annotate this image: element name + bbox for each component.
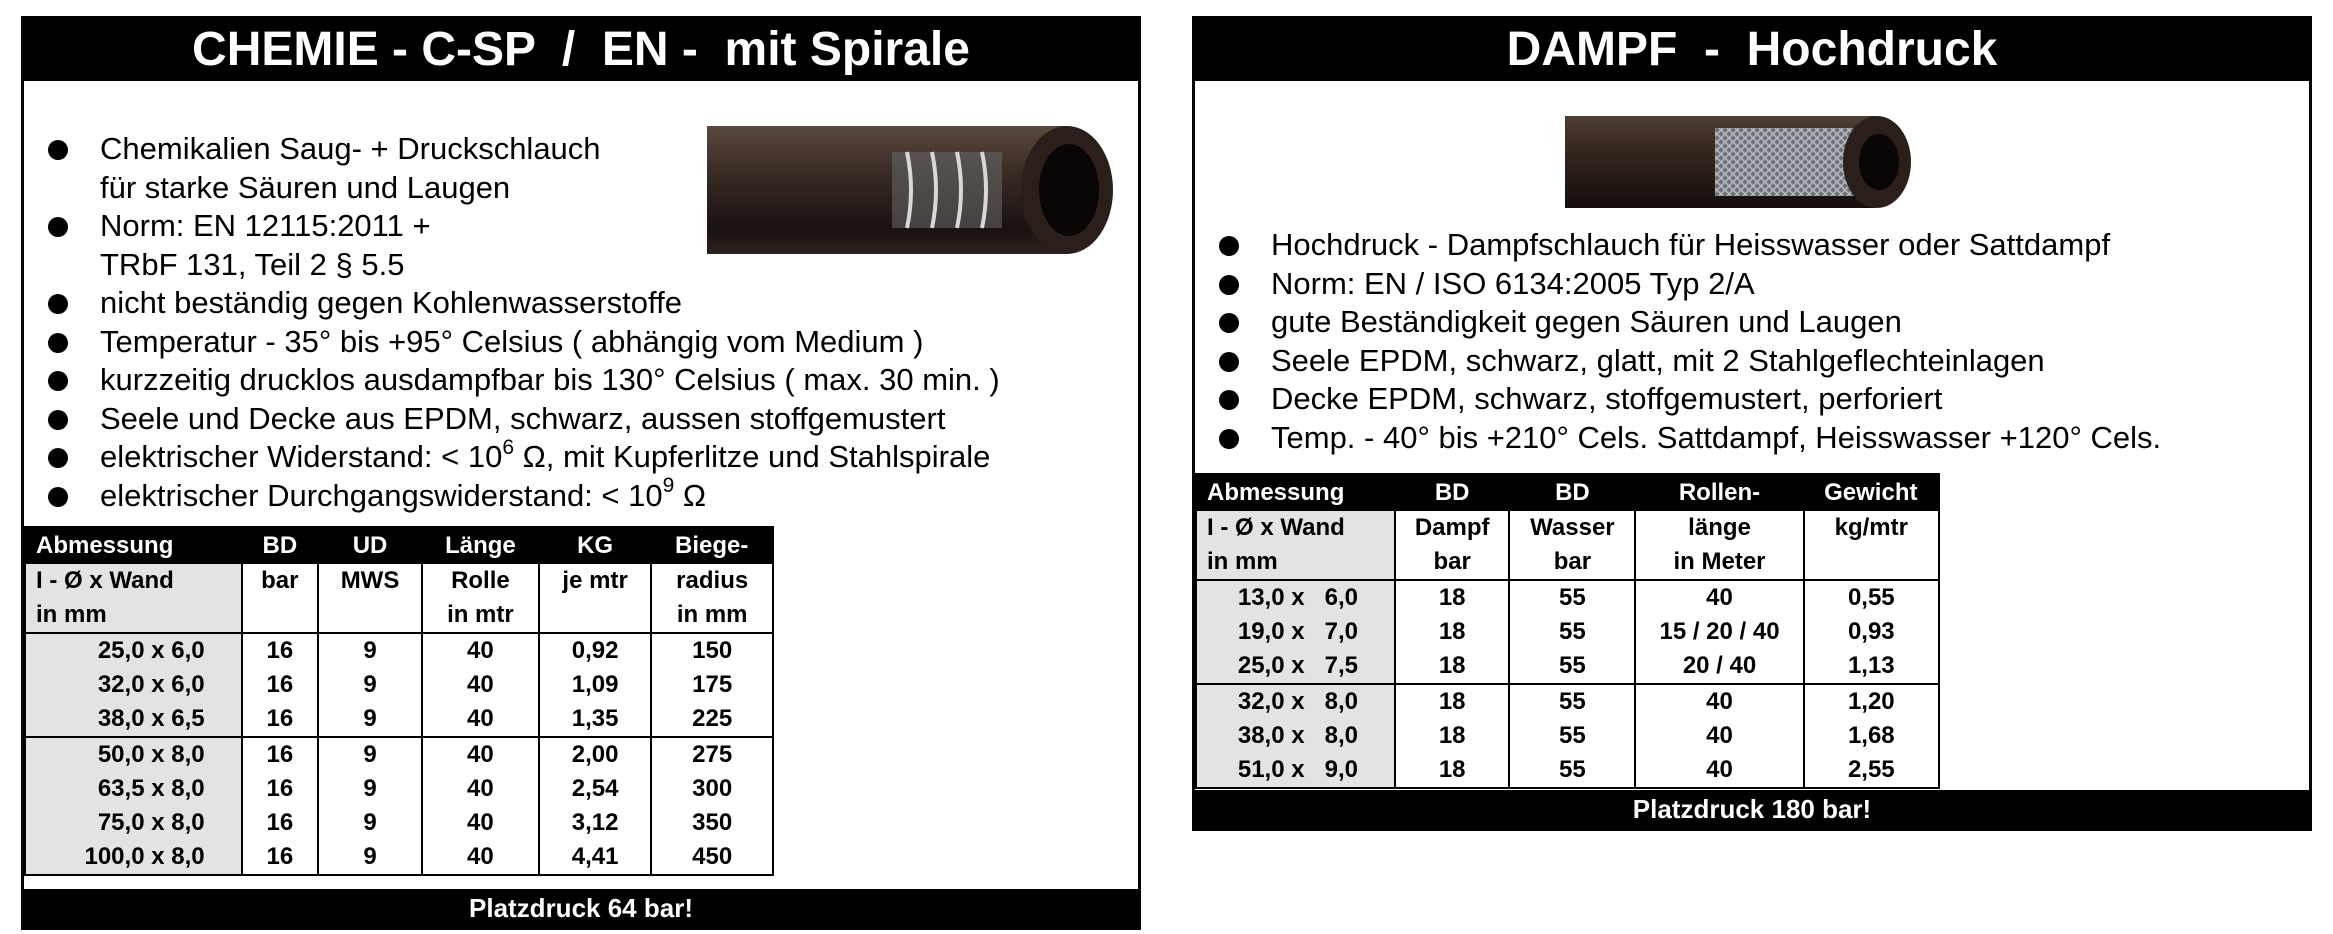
table-row — [1196, 753, 1939, 788]
table-cell: 16 — [242, 840, 318, 875]
table-cell: 2,00 — [539, 737, 652, 772]
table-cell: 16 — [242, 772, 318, 806]
list-item: nicht beständig gegen Kohlenwasserstoffe — [24, 284, 1134, 323]
table-cell: 9 — [318, 806, 422, 840]
bullet-icon — [1219, 352, 1239, 372]
list-item: elektrischer Widerstand: < $10^6$ Ω, mit Kupferlitze und Stahlspirale — [24, 438, 1134, 477]
dimension-cell: 63,5 x 8,0 — [25, 772, 242, 806]
table-cell: 9 — [318, 737, 422, 772]
table-cell: 40 — [1635, 580, 1803, 615]
bullet-icon — [48, 371, 68, 391]
dimension-cell: 38,0 x 8,0 — [1196, 719, 1395, 753]
table-cell: 9 — [318, 772, 422, 806]
bullet-icon — [1219, 275, 1239, 295]
table-cell: 55 — [1509, 753, 1635, 788]
table-cell: 3,12 — [539, 806, 652, 840]
list-item: Temperatur - 35° bis +95° Celsius ( abhängig vom Medium ) — [24, 323, 1134, 362]
table-cell: 40 — [422, 702, 539, 737]
table-row — [25, 772, 773, 806]
table-cell: 2,55 — [1804, 753, 1939, 788]
table-cell: 55 — [1509, 649, 1635, 684]
bullet-icon — [1219, 236, 1239, 256]
dimension-cell: 100,0 x 8,0 — [25, 840, 242, 875]
table-row — [25, 737, 773, 772]
table-cell: 2,54 — [539, 772, 652, 806]
dimension-cell: 32,0 x 6,0 — [25, 668, 242, 702]
table-cell: 40 — [422, 772, 539, 806]
table-cell: 1,13 — [1804, 649, 1939, 684]
dampf-feature-list — [1195, 226, 2305, 457]
dimension-cell: 13,0 x 6,0 — [1196, 580, 1395, 615]
table-header: Rollen- — [1635, 474, 1803, 511]
table-header: BD — [1395, 474, 1509, 511]
list-item: Decke EPDM, schwarz, stoffgemustert, perforiert — [1195, 380, 2305, 419]
table-cell: 40 — [422, 840, 539, 875]
dampf-table-body — [1196, 580, 1939, 788]
chemie-panel — [21, 16, 1141, 930]
bullet-icon — [48, 333, 68, 353]
table-row — [1196, 719, 1939, 753]
table-cell: 16 — [242, 806, 318, 840]
table-cell: 0,93 — [1804, 615, 1939, 649]
table-header: KG — [539, 527, 652, 564]
table-header: UD — [318, 527, 422, 564]
table-header-row — [25, 527, 773, 564]
bullet-icon — [48, 140, 68, 160]
table-cell: 150 — [651, 633, 773, 668]
table-cell: 18 — [1395, 649, 1509, 684]
list-item: Seele und Decke aus EPDM, schwarz, aussen stoffgemustert — [24, 400, 1134, 439]
table-cell: 55 — [1509, 719, 1635, 753]
table-cell: 40 — [422, 633, 539, 668]
chemie-table-body — [25, 633, 773, 875]
dampf-panel — [1192, 16, 2312, 831]
table-row — [1196, 649, 1939, 684]
dimension-cell: 25,0 x 7,5 — [1196, 649, 1395, 684]
table-cell: 1,35 — [539, 702, 652, 737]
table-row — [25, 633, 773, 668]
table-row — [1196, 580, 1939, 615]
table-cell: 16 — [242, 668, 318, 702]
table-cell: 4,41 — [539, 840, 652, 875]
table-cell: 40 — [1635, 684, 1803, 719]
table-subheader-row: I - Ø x Wand bar MWS Rolle je mtr radius — [25, 564, 773, 598]
chemie-spec-table — [24, 526, 774, 876]
table-header: Biege- — [651, 527, 773, 564]
table-cell: 18 — [1395, 684, 1509, 719]
table-cell: 20 / 40 — [1635, 649, 1803, 684]
table-cell: 40 — [422, 668, 539, 702]
table-cell: 1,68 — [1804, 719, 1939, 753]
table-row — [25, 840, 773, 875]
table-subheader-row: in mm in mtr in mm — [25, 598, 773, 633]
chemie-title: CHEMIE - C-SP / EN - mit Spirale — [24, 19, 1138, 81]
dimension-cell: 51,0 x 9,0 — [1196, 753, 1395, 788]
table-header-row — [1196, 474, 1939, 511]
table-cell: 9 — [318, 840, 422, 875]
dampf-spec-table — [1195, 473, 1940, 789]
table-row — [1196, 684, 1939, 719]
table-subheader-row: I - Ø x Wand Dampf Wasser länge kg/mtr — [1196, 511, 1939, 545]
table-cell: 9 — [318, 668, 422, 702]
table-row — [25, 702, 773, 737]
bullet-icon — [48, 217, 68, 237]
table-row — [25, 806, 773, 840]
table-cell: 18 — [1395, 615, 1509, 649]
table-cell: 175 — [651, 668, 773, 702]
table-header: BD — [242, 527, 318, 564]
dampf-hose-image — [1565, 102, 1925, 222]
table-cell: 350 — [651, 806, 773, 840]
dimension-cell: 50,0 x 8,0 — [25, 737, 242, 772]
table-cell: 450 — [651, 840, 773, 875]
dimension-cell: 25,0 x 6,0 — [25, 633, 242, 668]
table-cell: 18 — [1395, 753, 1509, 788]
table-cell: 40 — [1635, 753, 1803, 788]
table-row — [25, 668, 773, 702]
table-cell: 18 — [1395, 580, 1509, 615]
list-item: Temp. - 40° bis +210° Cels. Sattdampf, Heisswasser +120° Cels. — [1195, 419, 2305, 458]
table-row — [1196, 615, 1939, 649]
table-cell: 40 — [422, 806, 539, 840]
table-cell: 9 — [318, 702, 422, 737]
table-cell: 1,20 — [1804, 684, 1939, 719]
list-item: Hochdruck - Dampfschlauch für Heisswasser oder Sattdampf — [1195, 226, 2305, 265]
table-cell: 15 / 20 / 40 — [1635, 615, 1803, 649]
dimension-cell: 19,0 x 7,0 — [1196, 615, 1395, 649]
bullet-icon — [48, 410, 68, 430]
table-cell: 16 — [242, 633, 318, 668]
dampf-burst-pressure: Platzdruck 180 bar! — [1195, 790, 2309, 828]
table-cell: 1,09 — [539, 668, 652, 702]
dimension-cell: 75,0 x 8,0 — [25, 806, 242, 840]
table-cell: 55 — [1509, 580, 1635, 615]
table-cell: 16 — [242, 702, 318, 737]
table-cell: 300 — [651, 772, 773, 806]
table-cell: 16 — [242, 737, 318, 772]
table-header: Gewicht — [1804, 474, 1939, 511]
table-cell: 40 — [1635, 719, 1803, 753]
table-cell: 275 — [651, 737, 773, 772]
table-cell: 40 — [422, 737, 539, 772]
list-item: elektrischer Durchgangswiderstand: < $10^9$ Ω — [24, 477, 1134, 516]
table-cell: 55 — [1509, 684, 1635, 719]
table-subheader-row: in mm bar bar in Meter — [1196, 545, 1939, 580]
list-item: gute Beständigkeit gegen Säuren und Laugen — [1195, 303, 2305, 342]
table-header: Abmessung — [1196, 474, 1395, 511]
table-header: Länge — [422, 527, 539, 564]
list-item: Seele EPDM, schwarz, glatt, mit 2 Stahlgeflechteinlagen — [1195, 342, 2305, 381]
chemie-feature-list — [24, 130, 1134, 515]
bullet-icon — [1219, 313, 1239, 333]
table-cell: 0,55 — [1804, 580, 1939, 615]
table-cell: 55 — [1509, 615, 1635, 649]
bullet-icon — [48, 294, 68, 314]
bullet-icon — [1219, 429, 1239, 449]
table-header: BD — [1509, 474, 1635, 511]
table-cell: 225 — [651, 702, 773, 737]
table-cell: 0,92 — [539, 633, 652, 668]
table-cell: 9 — [318, 633, 422, 668]
dimension-cell: 38,0 x 6,5 — [25, 702, 242, 737]
bullet-icon — [48, 487, 68, 507]
chemie-burst-pressure: Platzdruck 64 bar! — [24, 889, 1138, 927]
table-cell: 18 — [1395, 719, 1509, 753]
bullet-icon — [1219, 390, 1239, 410]
bullet-icon — [48, 448, 68, 468]
table-header: Abmessung — [25, 527, 242, 564]
list-item: Norm: EN 12115:2011 + TRbF 131, Teil 2 § 5.5 — [24, 207, 1134, 284]
list-item: Chemikalien Saug- + Druckschlauch für starke Säuren und Laugen — [24, 130, 1134, 207]
list-item: kurzzeitig drucklos ausdampfbar bis 130° Celsius ( max. 30 min. ) — [24, 361, 1134, 400]
dimension-cell: 32,0 x 8,0 — [1196, 684, 1395, 719]
dampf-title: DAMPF - Hochdruck — [1195, 19, 2309, 81]
list-item: Norm: EN / ISO 6134:2005 Typ 2/A — [1195, 265, 2305, 304]
